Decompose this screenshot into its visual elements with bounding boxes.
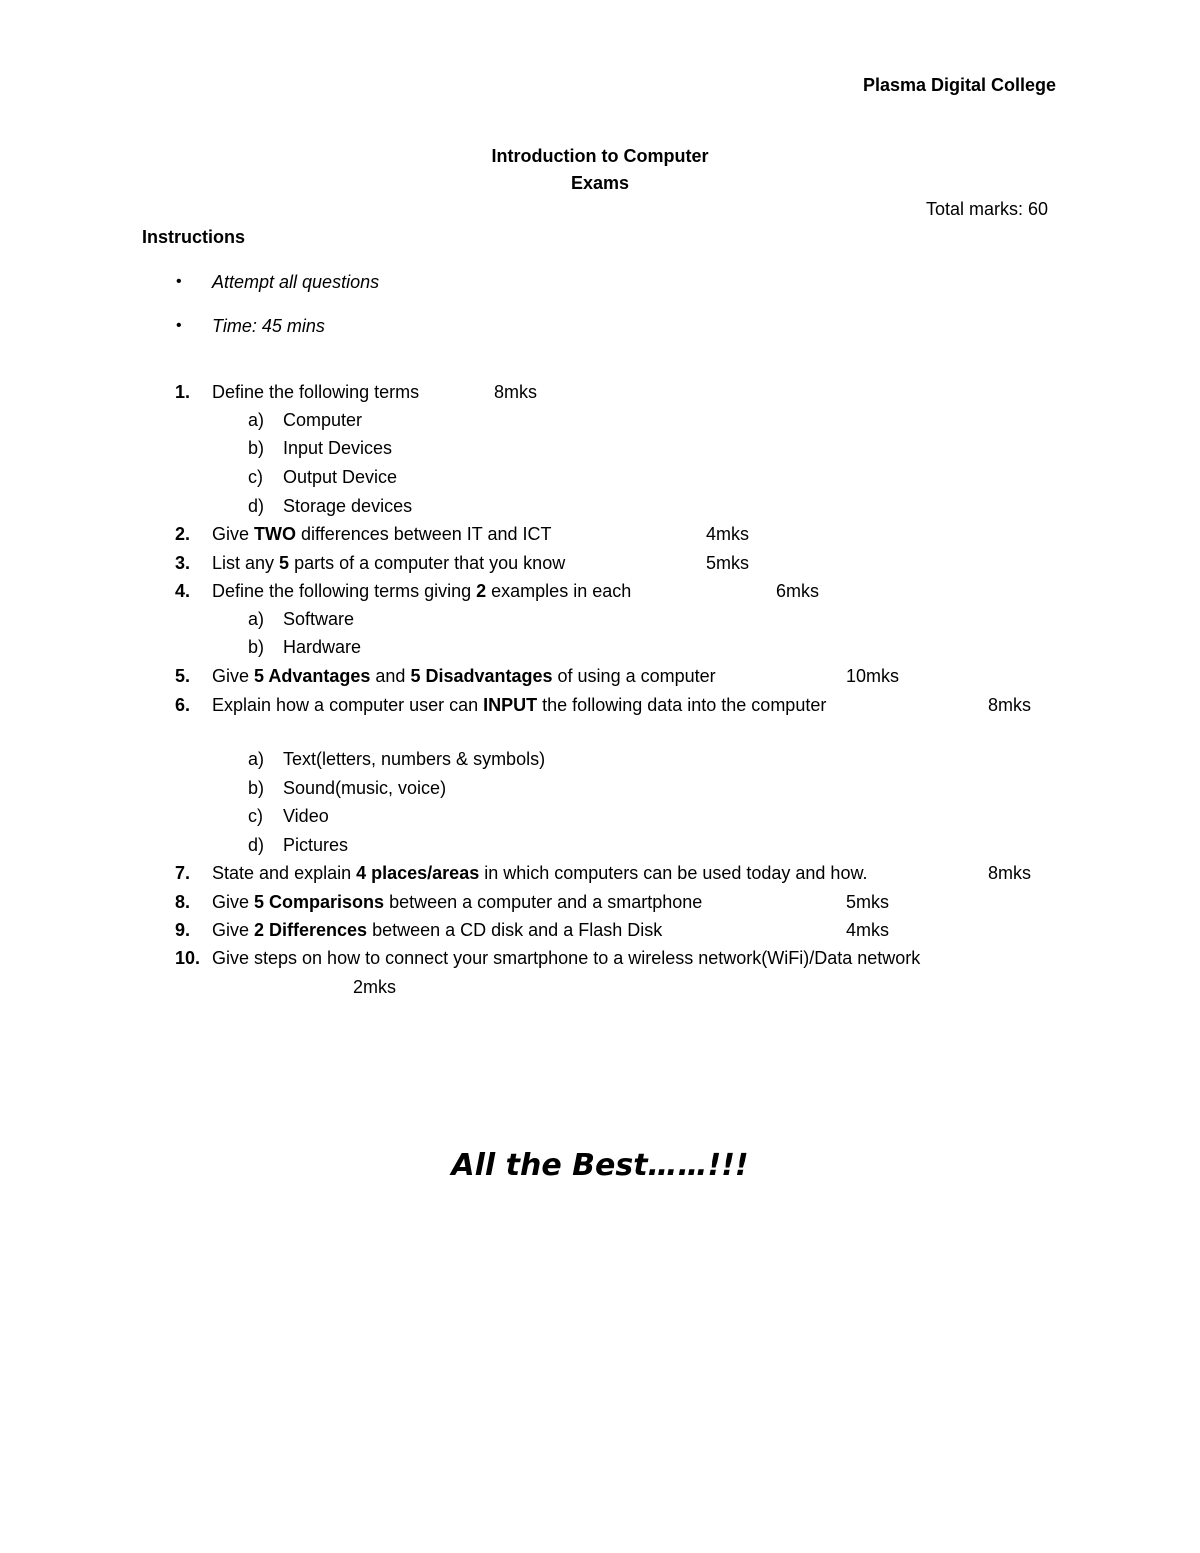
question-number: 3. [175, 553, 191, 573]
question-text-part: List any [212, 553, 280, 573]
instruction-item: Attempt all questions [212, 272, 380, 292]
question-text-part: Explain how a computer user can [212, 695, 484, 715]
subitem-text: Input Devices [283, 438, 393, 458]
subitem-label: b) [248, 637, 265, 657]
exam-subtitle: Exams [570, 173, 630, 193]
college-name: Plasma Digital College [863, 75, 1057, 95]
question-text [212, 523, 552, 545]
question-text-emphasis: 5 Comparisons [254, 892, 385, 912]
question-text-emphasis: 5 Advantages [254, 666, 371, 686]
subitem-text: Software [283, 609, 355, 629]
question-text-part: Give [212, 524, 255, 544]
question-text-part: the following data into the computer [537, 695, 827, 715]
question-text-part: in which computers can be used today and how. [479, 863, 868, 883]
question-text-part: State and explain [212, 863, 357, 883]
question-text-part: Give [212, 666, 255, 686]
subitem-label: d) [248, 835, 265, 855]
question-text [212, 665, 716, 687]
subitem-label: c) [248, 467, 263, 487]
question-text [212, 919, 662, 941]
question-number: 5. [175, 666, 191, 686]
question-number: 1. [175, 382, 191, 402]
closing-message: All the Best……!!! [451, 1148, 749, 1183]
question-text [212, 381, 419, 403]
question-text-emphasis: 2 Differences [254, 920, 368, 940]
question-number: 8. [175, 892, 191, 912]
question-text [212, 580, 631, 602]
question-text-part: parts of a computer that you know [289, 553, 566, 573]
question-text [212, 862, 867, 884]
question-number: 4. [175, 581, 191, 601]
question-number: 9. [175, 920, 191, 940]
question-marks: 5mks [846, 892, 890, 912]
subitem-label: a) [248, 749, 265, 769]
subitem-label: c) [248, 806, 263, 826]
question-text-part: between a CD disk and a Flash Disk [367, 920, 663, 940]
question-number: 10. [175, 948, 201, 968]
question-number: 6. [175, 695, 191, 715]
question-text-part: differences between IT and ICT [296, 524, 552, 544]
question-text-emphasis: 4 places/areas [356, 863, 480, 883]
question-text [212, 694, 826, 716]
instructions-heading: Instructions [142, 227, 246, 247]
question-text-part: of using a computer [552, 666, 716, 686]
question-marks: 6mks [776, 581, 820, 601]
question-marks: 4mks [706, 524, 750, 544]
question-text [212, 552, 565, 574]
question-text-emphasis: 2 [476, 581, 487, 601]
question-text-part: Give [212, 892, 255, 912]
question-text-part: Define the following terms [212, 382, 420, 402]
subitem-text: Storage devices [283, 496, 413, 516]
question-text-emphasis: 5 [279, 553, 290, 573]
bullet-icon: • [176, 317, 182, 334]
subitem-text: Output Device [283, 467, 398, 487]
question-marks: 4mks [846, 920, 890, 940]
instruction-item: Time: 45 mins [212, 316, 325, 336]
question-text [212, 891, 702, 913]
question-text-part: examples in each [486, 581, 632, 601]
question-text-part: and [370, 666, 411, 686]
question-text-part: Define the following terms giving [212, 581, 477, 601]
total-marks: Total marks: 60 [926, 199, 1049, 219]
question-marks: 8mks [988, 863, 1032, 883]
question-marks: 8mks [988, 695, 1032, 715]
subitem-text: Computer [283, 410, 363, 430]
subitem-label: b) [248, 778, 265, 798]
question-marks: 10mks [846, 666, 900, 686]
question-text-part: Give [212, 920, 255, 940]
subitem-text: Sound(music, voice) [283, 778, 447, 798]
question-marks: 8mks [494, 382, 538, 402]
subitem-text: Hardware [283, 637, 362, 657]
question-marks: 5mks [706, 553, 750, 573]
subitem-text: Pictures [283, 835, 349, 855]
bullet-icon: • [176, 273, 182, 290]
subitem-text: Text(letters, numbers & symbols) [283, 749, 546, 769]
subitem-label: a) [248, 410, 265, 430]
question-number: 7. [175, 863, 191, 883]
subitem-text: Video [283, 806, 329, 826]
exam-title: Introduction to Computer [491, 146, 709, 166]
subitem-label: a) [248, 609, 265, 629]
question-text [212, 947, 920, 969]
question-text-part: Give steps on how to connect your smartphone to a wireless network(WiFi)/Data network [212, 948, 921, 968]
question-text-emphasis: 5 Disadvantages [410, 666, 553, 686]
question-marks: 2mks [353, 977, 397, 997]
question-text-emphasis: TWO [254, 524, 297, 544]
question-text-part: between a computer and a smartphone [384, 892, 703, 912]
subitem-label: b) [248, 438, 265, 458]
question-text-emphasis: INPUT [483, 695, 538, 715]
question-number: 2. [175, 524, 191, 544]
subitem-label: d) [248, 496, 265, 516]
